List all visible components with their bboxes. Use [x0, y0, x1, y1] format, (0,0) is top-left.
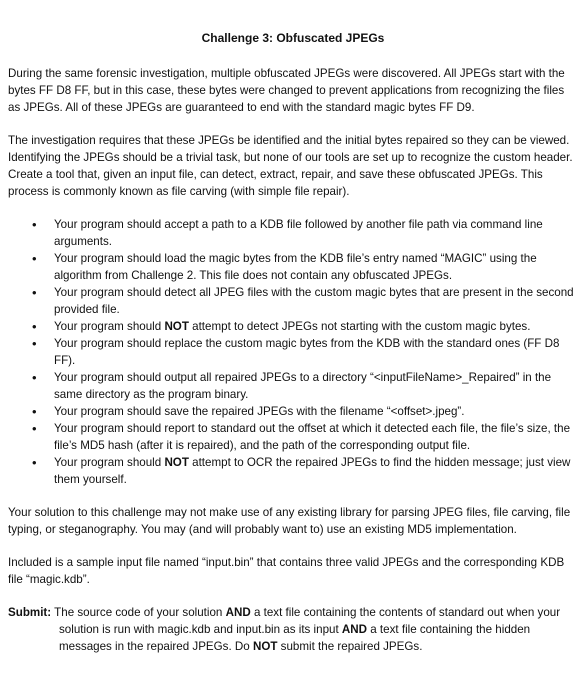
bullet-icon: • — [32, 455, 37, 470]
emphasis-and: AND — [225, 606, 251, 619]
bullet-icon: • — [32, 285, 37, 300]
document-title: Challenge 3: Obfuscated JPEGs — [201, 31, 385, 45]
task-paragraph: The investigation requires that these JPEGs be identified and the initial bytes repaired so they can be viewed. Identifying the JPEGs should be a trivial task, but none of our tools are set up to recognize the custom header. Create a tool that, given an input file, can detect, extract, repair, and save these obfuscated JPEGs. This process is commonly known as file carving (with simple file repair). — [8, 134, 573, 198]
emphasis-and: AND — [341, 623, 368, 636]
emphasis-not: NOT — [164, 456, 189, 469]
bullet-icon: • — [32, 217, 37, 232]
bullet-icon: • — [32, 370, 37, 385]
requirement-item: • Your program should NOT attempt to OCR the repaired JPEGs to find the hidden message; just view them yourself. — [32, 455, 571, 486]
bullet-icon: • — [32, 404, 37, 419]
restrictions-paragraph: Your solution to this challenge may not make use of any existing library for parsing JPEG files, file carving, file typing, or steganography. You may (and will probably want to) use an existing MD5 implementation. — [8, 506, 571, 536]
requirement-item: • Your program should report to standard out the offset at which it detected each file, the file’s size, the file’s MD5 hash (after it is repaired), and the path of the corresponding output file. — [32, 421, 571, 452]
requirement-item: • Your program should NOT attempt to detect JPEGs not starting with the custom magic bytes. — [32, 319, 531, 334]
requirement-item: • Your program should output all repaired JPEGs to a directory “<inputFileName>_Repaired” in the same directory as the program binary. — [32, 370, 552, 401]
requirement-item: • Your program should detect all JPEG files with the custom magic bytes that are present in the second provided file. — [32, 285, 574, 316]
requirement-item: • Your program should save the repaired JPEGs with the filename “<offset>.jpeg”. — [32, 404, 465, 419]
submit-label: Submit: — [8, 606, 52, 619]
intro-paragraph: During the same forensic investigation, multiple obfuscated JPEGs were discovered. All JPEGs start with the bytes FF D8 FF, but in this case, these bytes were changed to prevent applications from recognizing the files as JPEGs. All of these JPEGs are guaranteed to end with the standard magic bytes FF D9. — [8, 67, 565, 114]
requirement-item: • Your program should replace the custom magic bytes from the KDB with the standard ones (FF D8 FF). — [32, 336, 560, 367]
bullet-icon: • — [32, 251, 37, 266]
bullet-icon: • — [32, 319, 37, 334]
bullet-icon: • — [32, 336, 37, 351]
requirement-item: • Your program should load the magic bytes from the KDB file’s entry named “MAGIC” using the algorithm from Challenge 2. This file does not contain any obfuscated JPEGs. — [32, 251, 537, 282]
included-paragraph: Included is a sample input file named “input.bin” that contains three valid JPEGs and the corresponding KDB file “magic.kdb”. — [8, 556, 565, 586]
emphasis-not: NOT — [164, 320, 189, 333]
bullet-icon: • — [32, 421, 37, 436]
emphasis-not: NOT — [252, 640, 278, 653]
requirements-list — [8, 216, 578, 488]
submit-paragraph: Submit: The source code of your solution AND a text file containing the contents of standard out when your solution is run with magic.kdb and input.bin as its input AND a text file containing the hidden messages in the repaired JPEGs. Do NOT submit the repaired JPEGs. — [8, 606, 561, 653]
requirement-item: • Your program should accept a path to a KDB file followed by another file path via command line arguments. — [32, 217, 543, 248]
